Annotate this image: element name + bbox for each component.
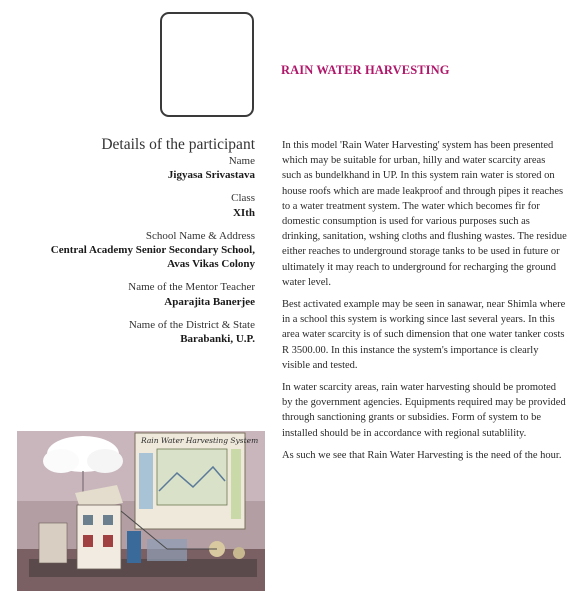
- page-title: RAIN WATER HARVESTING: [281, 63, 450, 77]
- paragraph: In water scarcity areas, rain water harvesting should be promoted by the government agencies. Equipments required may be provided through sanctioning grants or subsidies. Form of system to be installed should be in accordance with regional sutablility.: [282, 382, 566, 439]
- mentor-name: Aparajita Banerjee: [164, 295, 255, 308]
- participant-details: [5, 136, 255, 346]
- paragraph: In this model 'Rain Water Harvesting' system has been presented which may be suitable for urban, hilly and water scarcity areas such as bundelkhand in UP. In this system rain water is stored on house roofs which are made leakproof and through pipes it reaches to a water treatment system. The water which becomes fir for domestic consumption is used for various purposes such as drinking, sanitation, wshing cloths and flushing wastes. The residue either reaches to underground storage tanks to be used in future or ultimately it may reach to underground for recharging the ground water level.: [282, 140, 567, 288]
- school-address: Avas Vikas Colony: [167, 258, 255, 271]
- model-photo: [17, 431, 265, 591]
- paragraph: Best activated example may be seen in sanawar, near Shimla where in a school this system is working since last several years. In this area water scarcity is of such dimension that one water tanker costs R 3500.00. In this instance the system's importance is clearly visible and tested.: [282, 299, 566, 371]
- name-label: Name: [228, 155, 255, 167]
- details-heading: Details of the participant: [101, 136, 255, 153]
- mentor-label: Name of the Mentor Teacher: [128, 281, 255, 294]
- poster-title: Rain Water Harvesting System: [141, 436, 259, 445]
- mentor-field: [5, 280, 255, 308]
- class-field: [5, 191, 255, 219]
- participant-photo-frame: [160, 12, 254, 117]
- district-label: Name of the District & State: [128, 318, 255, 331]
- article-body: [282, 138, 567, 470]
- district-name: Barabanki, U.P.: [180, 333, 255, 346]
- paragraph: As such we see that Rain Water Harvesting is the need of the hour.: [282, 449, 562, 461]
- district-field: [5, 318, 255, 346]
- school-name: Central Academy Senior Secondary School,: [50, 244, 255, 257]
- name-field: [5, 154, 255, 182]
- participant-name: Jigyasa Srivastava: [167, 169, 255, 182]
- participant-class: XIth: [232, 206, 255, 219]
- school-label: School Name & Address: [145, 229, 255, 242]
- model-photo-illustration: [17, 431, 265, 591]
- school-field: [5, 229, 255, 272]
- class-label: Class: [231, 192, 255, 205]
